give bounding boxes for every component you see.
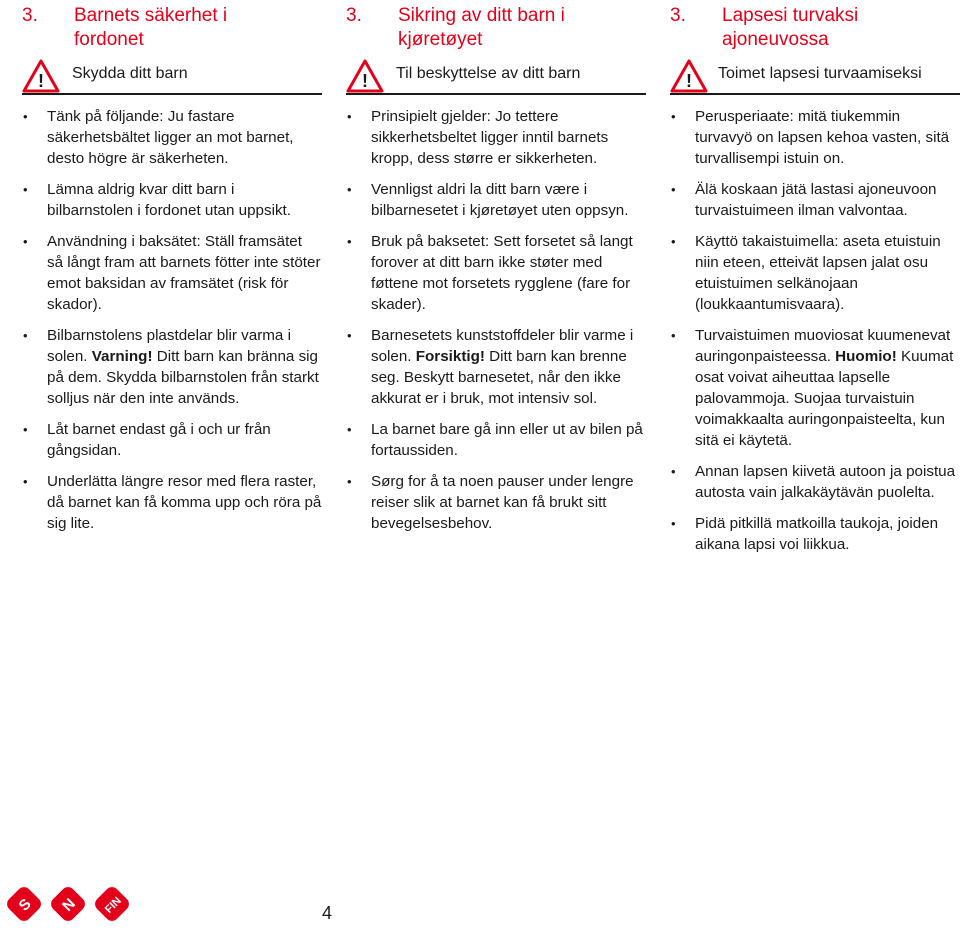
svg-text:S: S xyxy=(15,895,35,915)
list-item-text: Vennligst aldri la ditt barn være i bilbarnesetet i kjøretøyet uten oppsyn. xyxy=(371,181,629,219)
svg-text:!: ! xyxy=(38,71,44,91)
list-item-text: Annan lapsen kiivetä autoon ja poistua autosta vain jalkakäytävän puolelta. xyxy=(695,463,956,501)
list-item xyxy=(22,179,322,221)
list-item-text: La barnet bare gå inn eller ut av bilen på fortaussiden. xyxy=(371,421,643,459)
warning-triangle-icon xyxy=(346,59,384,93)
list-item-text: Låt barnet endast gå i och ur från gångsidan. xyxy=(47,421,271,459)
safety-list xyxy=(22,106,322,534)
svg-text:N: N xyxy=(59,895,79,915)
section-number: 3. xyxy=(670,5,686,26)
list-item-text: Perusperiaate: mitä tiukemmin turvavyö on lapsen kehoa vasten, sitä turvallisempi istuin on. xyxy=(695,108,950,167)
warning-title: Til beskyttelse av ditt barn xyxy=(396,65,581,82)
list-item-text: Kuumat osat voivat aiheuttaa lapselle palovammoja. Suojaa turvaistuin voimakkaalta auringonpaisteelta, kun sitä ei käytetä. xyxy=(695,348,954,449)
list-item-text: Prinsipielt gjelder: Jo tettere sikkerhetsbeltet ligger inntil barnets kropp, dess større er sikkerheten. xyxy=(371,108,609,167)
section-title-line1: Sikring av ditt barn i xyxy=(398,5,565,26)
list-item-text: Turvaistuimen muoviosat kuumenevat auringonpaisteessa. xyxy=(695,327,951,365)
warning-triangle-icon xyxy=(670,59,708,93)
list-item xyxy=(22,106,322,169)
list-item xyxy=(670,231,960,315)
warning-word: Forsiktig! xyxy=(415,348,485,365)
svg-text:!: ! xyxy=(362,71,368,91)
warning-word: Varning! xyxy=(91,348,153,365)
list-item-text: Tänk på följande: Ju fastare säkerhetsbältet ligger an mot barnet, desto högre är säkerheten. xyxy=(47,108,294,167)
language-tab-fin xyxy=(92,884,132,924)
warning-title: Toimet lapsesi turvaamiseksi xyxy=(718,65,922,82)
section-title-line1: Lapsesi turvaksi xyxy=(722,5,859,26)
column-norwegian xyxy=(346,0,646,544)
page-number: 4 xyxy=(322,903,333,923)
list-item xyxy=(346,231,646,315)
section-heading xyxy=(670,4,960,54)
section-heading xyxy=(346,4,646,54)
list-item xyxy=(22,325,322,409)
section-title-line2: ajoneuvossa xyxy=(722,29,829,50)
list-item-text: Användning i baksätet: Ställ framsätet så långt fram att barnets fötter inte stöter emot baksidan av framsätet (risk för skador). xyxy=(47,233,321,313)
list-item xyxy=(22,471,322,534)
section-number: 3. xyxy=(346,5,362,26)
list-item-text: Älä koskaan jätä lastasi ajoneuvoon turvaistuimeen ilman valvontaa. xyxy=(695,181,937,219)
list-item-text: Bruk på baksetet: Sett forsetet så langt forover at ditt barn ikke støter med føttene mot forsetets rygglene (fare for skader). xyxy=(371,233,633,313)
warning-header xyxy=(346,59,646,95)
list-item-text: Bilbarnstolens plastdelar blir varma i solen. xyxy=(47,327,291,365)
list-item-text: Lämna aldrig kvar ditt barn i bilbarnstolen i fordonet utan uppsikt. xyxy=(47,181,292,219)
list-item xyxy=(670,325,960,451)
list-item xyxy=(22,231,322,315)
list-item xyxy=(22,419,322,461)
column-swedish xyxy=(22,0,322,544)
list-item-text: Pidä pitkillä matkoilla taukoja, joiden aikana lapsi voi liikkua. xyxy=(695,515,939,553)
svg-text:FIN: FIN xyxy=(102,894,124,916)
warning-word: Huomio! xyxy=(835,348,897,365)
list-item xyxy=(346,106,646,169)
section-number: 3. xyxy=(22,5,38,26)
column-finnish xyxy=(670,0,960,565)
list-item-text: Käyttö takaistuimella: aseta etuistuin niin eteen, etteivät lapsen jalat osu etuistuimen selkänojaan (loukkaantumisvaara). xyxy=(695,233,941,313)
language-tab-s xyxy=(4,884,44,924)
section-heading xyxy=(22,4,322,54)
list-item xyxy=(346,419,646,461)
list-item xyxy=(670,106,960,169)
warning-triangle-icon xyxy=(22,59,60,93)
section-title-line2: kjøretøyet xyxy=(398,29,483,50)
svg-text:!: ! xyxy=(686,71,692,91)
safety-list xyxy=(346,106,646,534)
list-item-text: Ditt barn kan brenne seg. Beskytt barnesetet, når den ikke akkurat er i bruk, mot intensiv sol. xyxy=(371,348,627,407)
list-item-text: Ditt barn kan bränna sig på dem. Skydda bilbarnstolen från starkt solljus när den inte används. xyxy=(47,348,319,407)
warning-title: Skydda ditt barn xyxy=(72,65,188,82)
safety-list xyxy=(670,106,960,555)
list-item-text: Barnesetets kunststoffdeler blir varme i solen. xyxy=(371,327,634,365)
list-item xyxy=(670,513,960,555)
warning-header xyxy=(670,59,960,95)
list-item xyxy=(670,461,960,503)
language-tab-n xyxy=(48,884,88,924)
list-item xyxy=(346,179,646,221)
section-title-line1: Barnets säkerhet i xyxy=(74,5,228,26)
list-item xyxy=(346,325,646,409)
list-item-text: Underlätta längre resor med flera raster, då barnet kan få komma upp och röra på sig lite. xyxy=(47,473,322,532)
section-title-line2: fordonet xyxy=(74,29,144,50)
list-item xyxy=(346,471,646,534)
list-item-text: Sørg for å ta noen pauser under lengre reiser slik at barnet kan få brukt sitt bevegelsesbehov. xyxy=(371,473,634,532)
list-item xyxy=(670,179,960,221)
warning-header xyxy=(22,59,322,95)
